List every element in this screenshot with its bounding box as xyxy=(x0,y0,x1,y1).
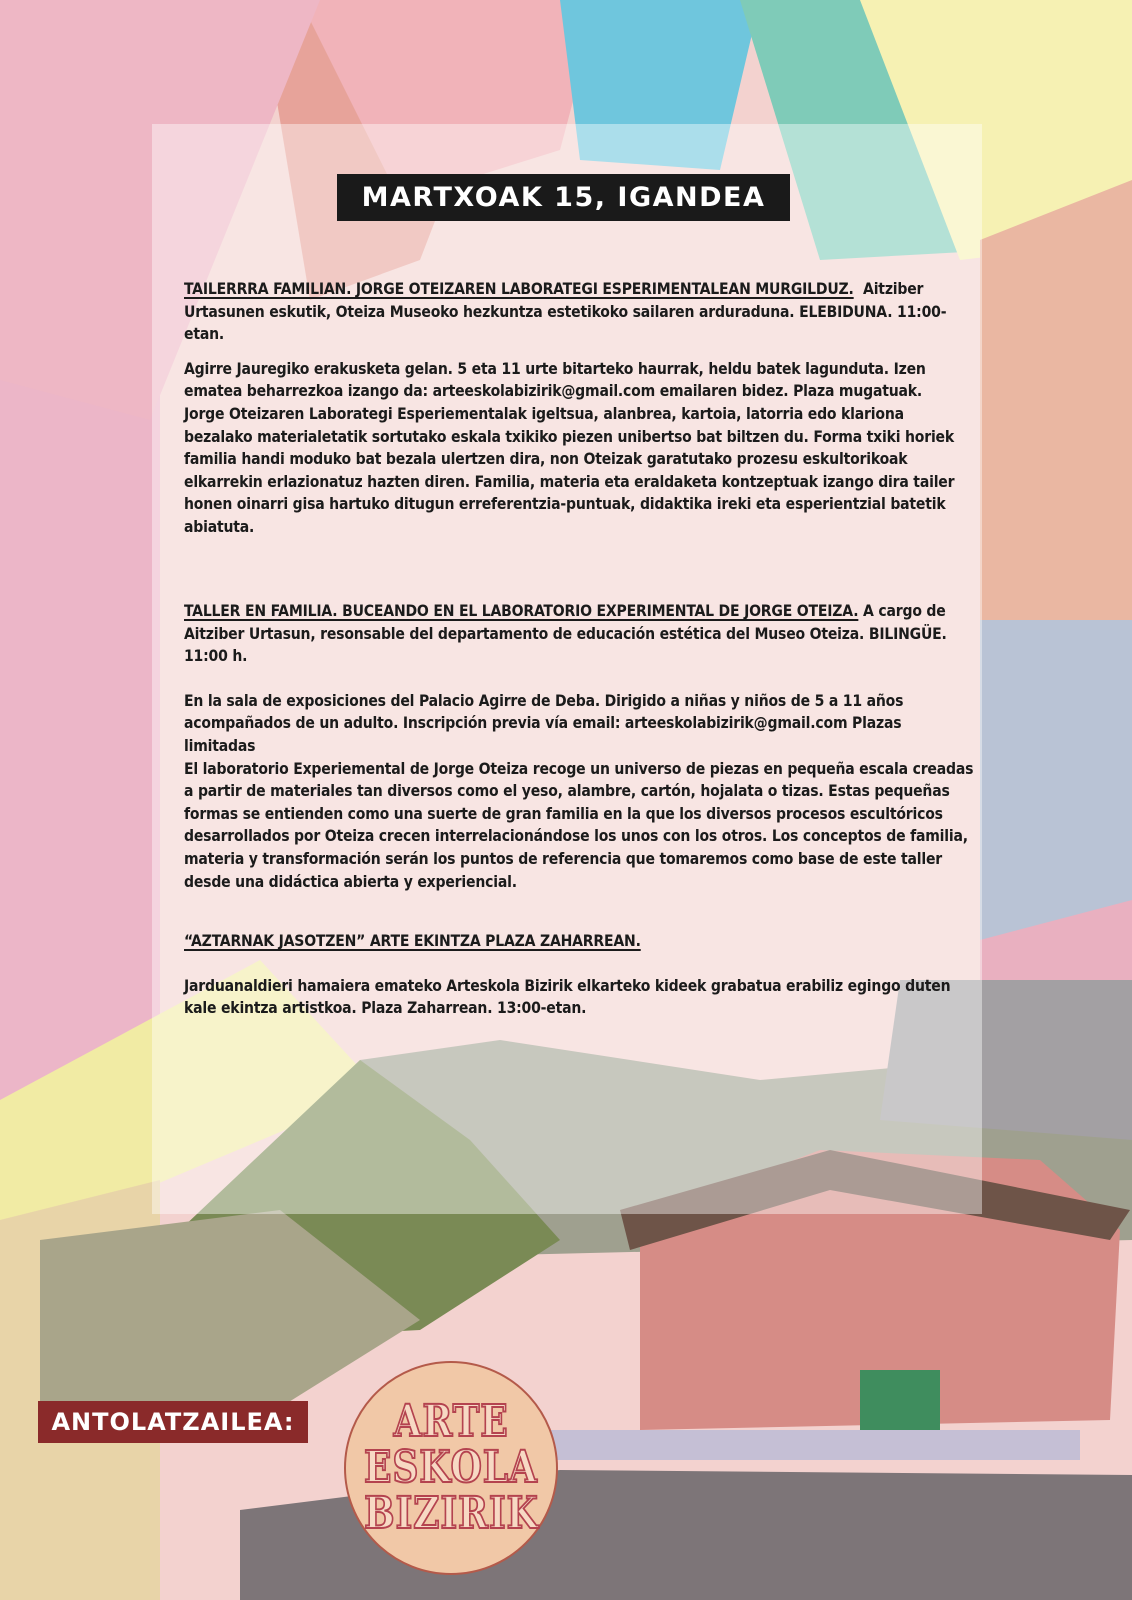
section-euskara-registration: Agirre Jauregiko erakusketa gelan. 5 eta 11 urte bitarteko haurrak, heldu batek lagunduta. Izen ematea beharrezkoa izango da: arteeskolabizirik@gmail.com emailaren bidez. Plaza mugatuak. xyxy=(184,359,926,401)
section-euskara-description: Jorge Oteizaren Laborategi Esperiementalak igeltsua, alanbrea, kartoia, latorria edo klariona bezalako materialetatik sortutako eskala txikiko piezen unibertso bat biltzen du. Forma txiki horiek familia handi moduko bat bezala ulertzen dira, non Oteizak garatutako prozesu eskultorikoak elkarrekin erlazionatuz hazten diren. Familia, materia eta eraldaketa kontzeptuak izango dira tailer honen oinarri gisa hartuko ditugun erreferentzia-puntuak, didaktika ireki eta esperientzial batetik abiatuta. xyxy=(184,404,955,536)
spacer xyxy=(184,953,974,975)
arte-eskola-bizirik-logo xyxy=(344,1361,558,1575)
section-aztarnak-heading-paragraph xyxy=(184,930,974,953)
section-euskara-intro-paragraph xyxy=(184,278,974,346)
section-castellano-registration: En la sala de exposiciones del Palacio Agirre de Deba. Dirigido a niñas y niños de 5 a 11 años acompañados de un adulto. Inscripción previa vía email: arteeskolabizirik@gmail.com Plazas limitadas xyxy=(184,691,904,755)
section-aztarnak-heading: “AZTARNAK JASOTZEN” ARTE EKINTZA PLAZA ZAHARREAN. xyxy=(184,932,641,950)
section-euskara-intro: Aitziber Urtasunen eskutik, Oteiza Museoko hezkuntza estetikoko sailaren arduraduna. ELEBIDUNA. 11:00-etan. xyxy=(184,280,947,344)
section-castellano xyxy=(184,600,974,893)
section-castellano-intro: A cargo de Aitziber Urtasun, resonsable del departamento de educación estética del Museo Oteiza. BILINGÜE. 11:00 h. xyxy=(184,602,947,666)
spacer xyxy=(184,346,974,358)
section-euskara xyxy=(184,278,974,539)
section-castellano-heading: TALLER EN FAMILIA. BUCEANDO EN EL LABORATORIO EXPERIMENTAL DE JORGE OTEIZA. xyxy=(184,602,859,620)
organizer-label: ANTOLATZAILEA: xyxy=(38,1401,308,1443)
section-castellano-description: El laboratorio Experiemental de Jorge Oteiza recoge un universo de piezas en pequeña escala creadas a partir de materiales tan diversos como el yeso, alambre, cartón, hojalata o tizas. Estas pequeñas formas se entienden como una suerte de gran familia en la que los diversos procesos escultóricos desarrollados por Oteiza crecen interrelacionándose los unos con los otros. Los conceptos de familia, materia y transformación serán los puntos de referencia que tomaremos como base de este taller desde una didáctica abierta y experiencial. xyxy=(184,759,974,891)
spacer xyxy=(184,668,974,690)
section-euskara-heading: TAILERRRA FAMILIAN. JORGE OTEIZAREN LABORATEGI ESPERIMENTALEAN MURGILDUZ. xyxy=(184,280,854,298)
logo-line-3: BIZIRIK xyxy=(363,1488,539,1539)
section-aztarnak-description: Jarduanaldieri hamaiera emateko Arteskola Bizirik elkarteko kideek grabatua erabiliz egingo duten kale ekintza artistkoa. Plaza Zaharrean. 13:00-etan. xyxy=(184,976,951,1018)
section-castellano-intro-paragraph xyxy=(184,600,974,668)
section-aztarnak xyxy=(184,930,974,1020)
date-banner: MARTXOAK 15, IGANDEA xyxy=(337,174,790,221)
logo-line-2: ESKOLA xyxy=(364,1442,538,1493)
logo-line-1: ARTE xyxy=(393,1396,509,1447)
